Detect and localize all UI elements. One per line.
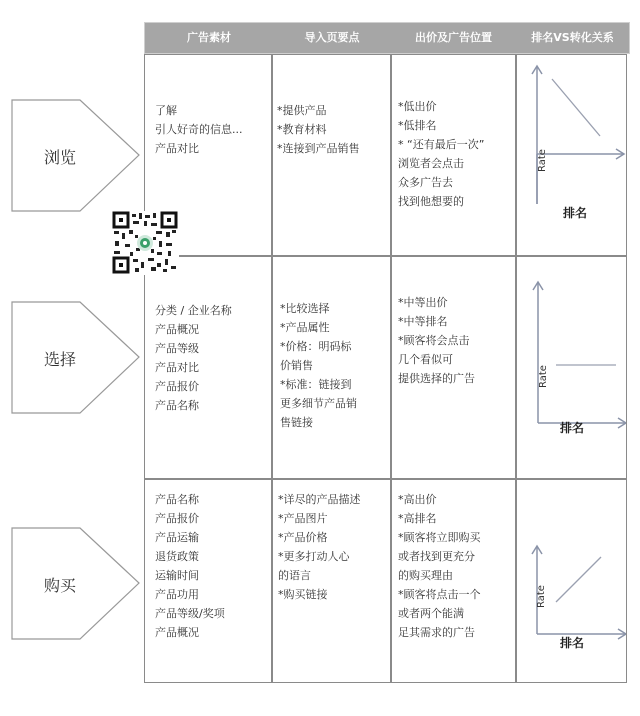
list-item: 了解 xyxy=(155,104,177,117)
list-item: *详尽的产品描述 xyxy=(278,493,361,506)
y-axis-label: Rate xyxy=(538,365,549,388)
list-item: 产品对比 xyxy=(155,361,199,374)
qr-code-icon xyxy=(111,211,179,275)
list-item: *提供产品 xyxy=(277,104,327,117)
list-item: *顾客将立即购买 xyxy=(398,531,481,544)
list-item: 更多细节产品销 xyxy=(280,397,357,410)
list-item: *连接到产品销售 xyxy=(277,142,360,155)
list-item: 产品等级 xyxy=(155,342,199,355)
list-item: 产品对比 xyxy=(155,142,199,155)
select-landing-points xyxy=(280,299,357,432)
browse-bid-position xyxy=(398,97,484,211)
list-item: * “还有最后一次” xyxy=(398,138,485,151)
table-header xyxy=(144,22,630,54)
header-rank-vs-conversion: 排名VS转化关系 xyxy=(531,31,614,44)
list-item: *产品属性 xyxy=(280,321,330,334)
list-item: *顾客将会点击 xyxy=(398,334,470,347)
list-item: *高排名 xyxy=(398,512,437,525)
list-item: 提供选择的广告 xyxy=(398,372,475,385)
list-item: *教育材料 xyxy=(277,123,327,136)
list-item: *中等排名 xyxy=(398,315,448,328)
list-item: *购买链接 xyxy=(278,588,328,601)
list-item: 的购买理由 xyxy=(398,569,453,582)
chart-select xyxy=(516,256,626,476)
list-item: *标准：链接到 xyxy=(280,378,352,391)
x-axis-label: 排名 xyxy=(563,206,588,220)
list-item: 运输时间 xyxy=(155,569,199,582)
column-divider xyxy=(271,54,273,683)
list-item: *价格：明码标 xyxy=(280,340,352,353)
header-ad-material: 广告素材 xyxy=(187,31,231,44)
list-item: 产品功用 xyxy=(155,588,199,601)
list-item: 产品名称 xyxy=(155,493,199,506)
list-item: 众多广告去 xyxy=(398,176,453,189)
list-item: *高出价 xyxy=(398,493,437,506)
list-item: 产品概况 xyxy=(155,323,199,336)
list-item: 价销售 xyxy=(280,359,313,372)
list-item: 售链接 xyxy=(280,416,313,429)
list-item: 或者两个能满 xyxy=(398,607,464,620)
trend-line-increasing xyxy=(556,557,601,602)
browse-ad-material xyxy=(155,101,243,158)
list-item: 产品等级/奖项 xyxy=(155,607,225,620)
y-axis-label: Rate xyxy=(536,585,547,608)
trend-line-decreasing xyxy=(552,79,600,136)
stage-label-browse: 浏览 xyxy=(44,148,77,167)
list-item: 足其需求的广告 xyxy=(398,626,475,639)
list-item: 浏览者会点击 xyxy=(398,157,464,170)
x-axis-label: 排名 xyxy=(560,421,585,435)
list-item: *低出价 xyxy=(398,100,437,113)
list-item: 的语言 xyxy=(278,569,311,582)
list-item: *中等出价 xyxy=(398,296,448,309)
list-item: *顾客将点击一个 xyxy=(398,588,481,601)
list-item: 退货政策 xyxy=(155,550,199,563)
x-axis-label: 排名 xyxy=(560,636,585,650)
buy-landing-points xyxy=(278,490,361,604)
browse-landing-points xyxy=(277,101,360,158)
header-landing-points: 导入页要点 xyxy=(304,31,360,44)
list-item: 产品运输 xyxy=(155,531,199,544)
select-bid-position xyxy=(398,293,475,388)
list-item: *更多打动人心 xyxy=(278,550,350,563)
stage-label-select: 选择 xyxy=(44,350,77,369)
list-item: 产品报价 xyxy=(155,512,199,525)
select-ad-material xyxy=(155,301,232,415)
header-bid-position: 出价及广告位置 xyxy=(415,31,492,44)
list-item: *比较选择 xyxy=(280,302,330,315)
list-item: 产品概况 xyxy=(155,626,199,639)
list-item: 找到他想要的 xyxy=(398,195,464,208)
y-axis-label: Rate xyxy=(537,149,548,172)
list-item: *产品价格 xyxy=(278,531,328,544)
list-item: *低排名 xyxy=(398,119,437,132)
list-item: 分类 / 企业名称 xyxy=(155,304,232,317)
list-item: 或者找到更充分 xyxy=(398,550,475,563)
chart-browse xyxy=(516,54,626,254)
list-item: 产品名称 xyxy=(155,399,199,412)
list-item: *产品图片 xyxy=(278,512,328,525)
list-item: 几个看似可 xyxy=(398,353,453,366)
stage-label-buy: 购买 xyxy=(44,576,77,595)
buy-ad-material xyxy=(155,490,225,642)
list-item: 引人好奇的信息... xyxy=(155,123,243,136)
column-divider xyxy=(390,54,392,683)
buy-bid-position xyxy=(398,490,481,642)
list-item: 产品报价 xyxy=(155,380,199,393)
